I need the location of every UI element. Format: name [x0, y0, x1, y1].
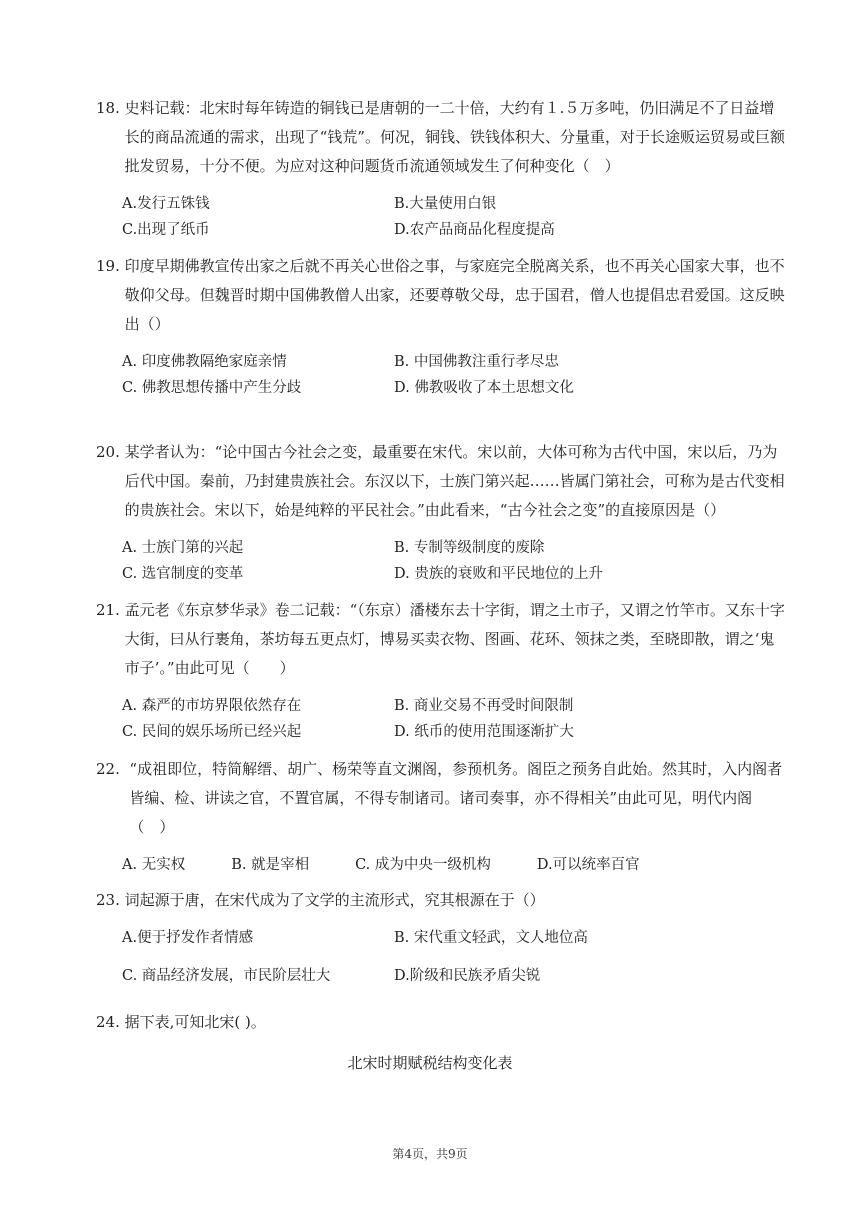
option-a: A. 森严的市坊界限依然存在	[122, 698, 302, 714]
options	[122, 852, 786, 878]
question-stem: “成祖即位，特简解缙、胡广、杨荣等直文渊阁，参预机务。阁臣之预务自此始。然其时，入内阁者皆编、检、讲读之官，不置官属，不得专制诸司。诸司奏事，亦不得相关”由此可见，明代内阁（ ）	[129, 760, 783, 836]
option-c: C. 成为中央一级机构	[355, 857, 491, 873]
option-d: D.可以统率百官	[536, 857, 640, 873]
option-d: D. 佛教吸收了本土思想文化	[394, 380, 574, 396]
question-18	[96, 94, 786, 243]
option-a: A. 士族门第的兴起	[122, 540, 244, 556]
option-b: B. 就是宰相	[231, 857, 310, 873]
option-c: C. 选官制度的变革	[122, 566, 244, 582]
options	[122, 535, 786, 587]
question-number: 24.	[96, 1013, 120, 1031]
question-stem: 词起源于唐，在宋代成为了文学的主流形式，究其根源在于（）	[124, 891, 545, 909]
question-20	[96, 438, 786, 587]
option-a: A. 无实权	[122, 857, 186, 873]
question-number: 18.	[96, 99, 120, 117]
question-number: 20.	[96, 443, 120, 461]
question-stem: 印度早期佛教宣传出家之后就不再关心世俗之事，与家庭完全脱离关系，也不再关心国家大事，也不敬仰父母。但魏晋时期中国佛教僧人出家，还要尊敬父母，忠于国君，僧人也提倡忠君爱国。这反映出（）	[124, 257, 785, 333]
question-stem: 史料记载：北宋时每年铸造的铜钱已是唐朝的一二十倍，大约有１.５万多吨，仍旧满足不了日益增长的商品流通的需求，出现了“钱荒”。何况，铜钱、铁钱体积大、分量重，对于长途贩运贸易或巨额批发贸易，十分不便。为应对这种问题货币流通领域发生了何种变化（ ）	[124, 99, 785, 175]
question-number: 23.	[96, 891, 120, 909]
option-a: A.发行五铢钱	[122, 196, 210, 212]
question-stem: 据下表,可知北宋( )。	[124, 1013, 266, 1031]
question-number: 22.	[96, 760, 120, 778]
option-b: B. 专制等级制度的废除	[394, 540, 545, 556]
option-c: C. 商品经济发展，市民阶层壮大	[122, 968, 331, 984]
options	[122, 349, 786, 401]
option-b: B.大量使用白银	[394, 196, 497, 212]
question-stem: 某学者认为：“论中国古今社会之变，最重要在宋代。宋以前，大体可称为古代中国，宋以后，乃为后代中国。秦前，乃封建贵族社会。东汉以下，士族门第兴起……皆属门第社会，可称为是古代变相的贵族社会。宋以下，始是纯粹的平民社会。”由此看来，“古今社会之变”的直接原因是（）	[124, 443, 785, 519]
question-number: 19.	[96, 257, 120, 275]
options	[122, 191, 786, 243]
question-stem: 孟元老《东京梦华录》卷二记载：“（东京）潘楼东去十字街，谓之土市子，又谓之竹竿市。又东十字大街，曰从行裹角，茶坊每五更点灯，博易买卖衣物、图画、花环、领抹之类，至晓即散，谓之‘鬼市子’。”由此可见（ ）	[124, 601, 785, 677]
option-d: D. 贵族的衰败和平民地位的上升	[394, 566, 603, 582]
option-b: B. 商业交易不再受时间限制	[394, 698, 574, 714]
question-19	[96, 252, 786, 401]
option-a: A.便于抒发作者情感	[122, 930, 254, 946]
option-d: D. 纸币的使用范围逐渐扩大	[394, 724, 574, 740]
option-b: B. 中国佛教注重行孝尽忠	[394, 354, 559, 370]
option-d: D.阶级和民族矛盾尖锐	[394, 968, 541, 984]
option-d: D.农产品商品化程度提高	[394, 222, 555, 238]
question-24	[96, 1008, 786, 1037]
question-21	[96, 596, 786, 745]
option-b: B. 宋代重文轻武，文人地位高	[394, 930, 588, 946]
question-23	[96, 886, 786, 989]
option-c: C. 民间的娱乐场所已经兴起	[122, 724, 302, 740]
options	[122, 925, 786, 989]
table-title: 北宋时期赋税结构变化表	[347, 1054, 513, 1072]
option-c: C. 佛教思想传播中产生分歧	[122, 380, 302, 396]
option-c: C.出现了纸币	[122, 222, 210, 238]
page-footer: 第4页，共9页	[392, 1147, 468, 1161]
question-22	[96, 755, 786, 878]
options	[122, 693, 786, 745]
option-a: A. 印度佛教隔绝家庭亲情	[122, 354, 287, 370]
question-number: 21.	[96, 601, 120, 619]
